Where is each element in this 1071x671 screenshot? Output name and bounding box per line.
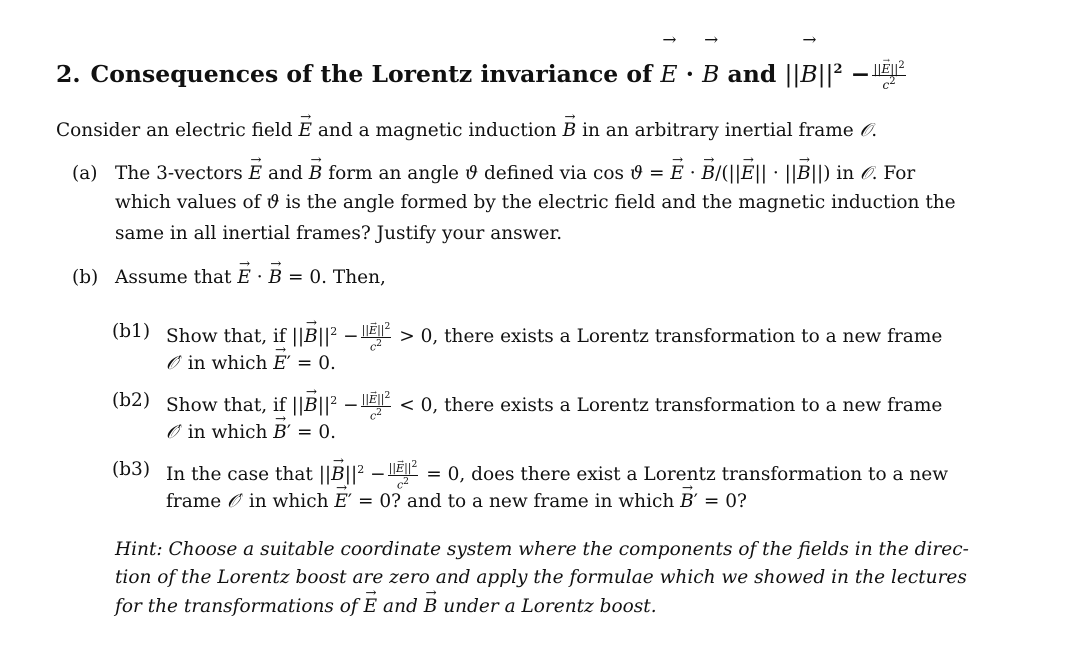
hint-line-3: for the transformations of → E and → B under a Lorentz boost. [115, 595, 657, 619]
part-b1-line-1: Show that, if ||→ $B||^2$ − $\frac{||\to E||^2}{c^2}$ > 0, there exists a Lorentz transformation to a new frame [166, 320, 942, 353]
part-b2-line-1: Show that, if ||→ $B||^2$ − $\frac{||\to E||^2}{c^2}$ < 0, there exists a Lorentz transformation to a new frame [166, 389, 942, 422]
part-b1-label: (b1) [112, 321, 151, 342]
part-a-line-2: which values of ϑ is the angle formed by the electric field and the magnetic induction the [115, 192, 956, 213]
part-a-line-3: same in all inertial frames? Justify your answer. [115, 223, 563, 244]
part-a-label: (a) [72, 163, 98, 184]
part-b3-line-2: frame 𝒪′ in which → E′ = 0? and to a new frame in which → B′ = 0? [166, 490, 747, 514]
intro-paragraph: Consider an electric field → E and a magnetic induction → B in an arbitrary inertial frame 𝒪. [56, 119, 877, 143]
problem-title: 2. Consequences of the Lorentz invariance of → E · → B and ||→ $B||^2$ − $\frac{||\to E||^2}{c^2}$ [56, 38, 1046, 106]
part-b2-label: (b2) [112, 390, 151, 411]
hint-line-1: Hint: Choose a suitable coordinate system where the components of the fields in the direc- [115, 539, 969, 560]
hint-line-2: tion of the Lorentz boost are zero and apply the formulae which we showed in the lectures [115, 567, 967, 588]
part-a-line-1: The 3-vectors → E and → B form an angle ϑ defined via cos ϑ = → E · → B/(||→ E|| · ||→ B||) in 𝒪. For [115, 162, 915, 186]
part-b1-line-2: 𝒪′ in which → E′ = 0. [166, 352, 336, 376]
part-b-label: (b) [72, 267, 99, 288]
part-b3-label: (b3) [112, 459, 151, 480]
part-b3-line-1: In the case that ||→ $B||^2$ − $\frac{||\to E||^2}{c^2}$ = 0, does there exist a Lorentz transformation to a new [166, 458, 948, 491]
part-b-text: Assume that → E · → B = 0. Then, [115, 266, 386, 290]
part-b2-line-2: 𝒪′ in which → B′ = 0. [166, 421, 336, 445]
